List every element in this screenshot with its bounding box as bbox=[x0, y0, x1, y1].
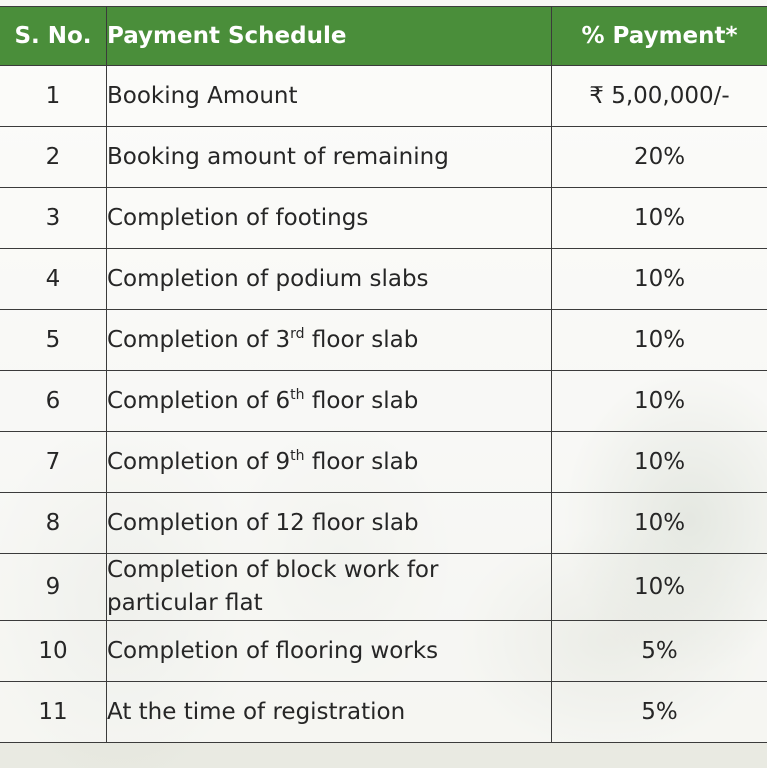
row-payment: 10% bbox=[552, 188, 767, 249]
table-row bbox=[0, 310, 767, 371]
row-description: Completion of flooring works bbox=[107, 621, 552, 682]
table-body bbox=[0, 66, 767, 743]
description-line: Completion of block work for bbox=[107, 557, 439, 583]
row-payment: 5% bbox=[552, 682, 767, 743]
description-text: floor slab bbox=[304, 448, 419, 475]
description-line: particular flat bbox=[107, 590, 263, 616]
row-sno: 7 bbox=[0, 432, 107, 493]
row-description bbox=[107, 554, 552, 621]
row-description bbox=[107, 310, 552, 371]
row-payment: 10% bbox=[552, 554, 767, 621]
ordinal-suffix: th bbox=[290, 447, 305, 464]
table-row bbox=[0, 493, 767, 554]
ordinal-suffix: th bbox=[290, 386, 305, 403]
description-text: Completion of 9 bbox=[107, 448, 291, 475]
ordinal-suffix: rd bbox=[290, 325, 305, 342]
table-header bbox=[0, 7, 767, 66]
table-row bbox=[0, 682, 767, 743]
description-text: Completion of 6 bbox=[107, 387, 291, 414]
table-row bbox=[0, 127, 767, 188]
description-text: Completion of 3 bbox=[107, 326, 291, 353]
row-description: Booking amount of remaining bbox=[107, 127, 552, 188]
table-row bbox=[0, 432, 767, 493]
row-description: Completion of footings bbox=[107, 188, 552, 249]
header-payment-schedule: Payment Schedule bbox=[107, 7, 552, 66]
payment-schedule-table bbox=[0, 6, 767, 743]
table-row bbox=[0, 554, 767, 621]
row-sno: 4 bbox=[0, 249, 107, 310]
table-row bbox=[0, 249, 767, 310]
row-payment: ₹ 5,00,000/- bbox=[552, 66, 767, 127]
row-payment: 10% bbox=[552, 310, 767, 371]
row-description: Completion of podium slabs bbox=[107, 249, 552, 310]
row-sno: 11 bbox=[0, 682, 107, 743]
row-payment: 20% bbox=[552, 127, 767, 188]
row-sno: 1 bbox=[0, 66, 107, 127]
row-payment: 10% bbox=[552, 371, 767, 432]
row-description: Completion of 12 floor slab bbox=[107, 493, 552, 554]
table-row bbox=[0, 66, 767, 127]
table-row bbox=[0, 621, 767, 682]
row-sno: 6 bbox=[0, 371, 107, 432]
row-sno: 9 bbox=[0, 554, 107, 621]
header-percent-payment: % Payment* bbox=[552, 7, 767, 66]
table-row bbox=[0, 371, 767, 432]
row-description bbox=[107, 371, 552, 432]
description-text: floor slab bbox=[304, 326, 419, 353]
row-description: Booking Amount bbox=[107, 66, 552, 127]
row-sno: 10 bbox=[0, 621, 107, 682]
row-payment: 10% bbox=[552, 432, 767, 493]
row-payment: 5% bbox=[552, 621, 767, 682]
table-row bbox=[0, 188, 767, 249]
header-row bbox=[0, 7, 767, 66]
row-payment: 10% bbox=[552, 249, 767, 310]
row-payment: 10% bbox=[552, 493, 767, 554]
row-description: At the time of registration bbox=[107, 682, 552, 743]
header-sno: S. No. bbox=[0, 7, 107, 66]
row-description bbox=[107, 432, 552, 493]
row-sno: 2 bbox=[0, 127, 107, 188]
row-sno: 5 bbox=[0, 310, 107, 371]
row-sno: 3 bbox=[0, 188, 107, 249]
description-text: floor slab bbox=[304, 387, 419, 414]
row-sno: 8 bbox=[0, 493, 107, 554]
